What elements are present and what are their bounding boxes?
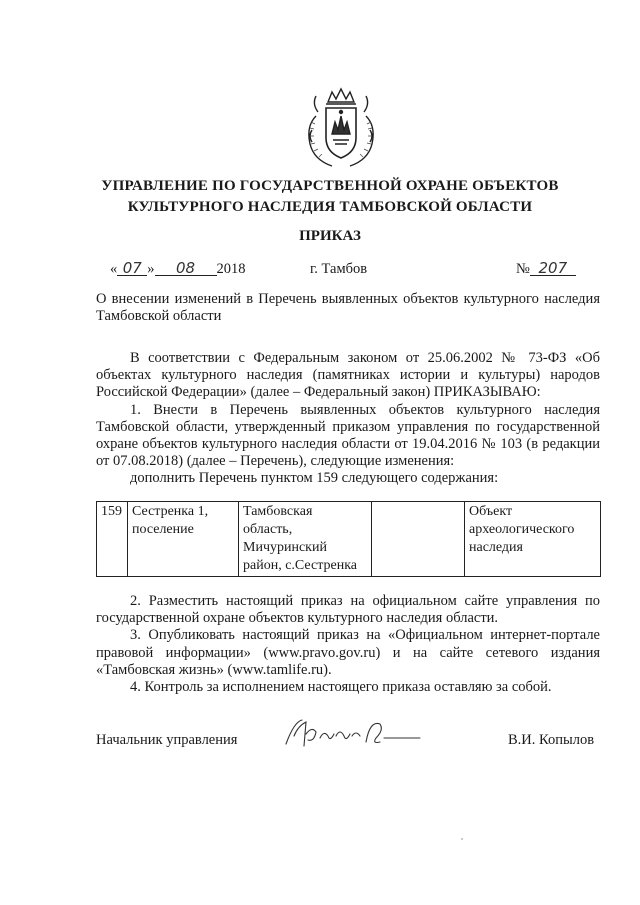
table-row (97, 502, 601, 577)
item-2: 2. Разместить настоящий приказ на официальном сайте управления по государственной охране объектов культурного наследия области. (96, 593, 600, 627)
cell-text: Тамбовская (243, 504, 313, 519)
item-1-subtext: дополнить Перечень пунктом 159 следующего содержания: (130, 470, 499, 487)
order-number (516, 260, 576, 278)
cell-location (239, 502, 372, 577)
signatory-title: Начальник управления (96, 732, 238, 748)
number-prefix: № (516, 261, 530, 277)
item-3: 3. Опубликовать настоящий приказ на «Официальном интернет-портале правовой информации» (www.pravo.gov.ru) и на сайте сетевого издания «Тамбовская жизнь» (www.tamlife.ru). (96, 627, 600, 678)
cell-text: область, (243, 522, 293, 537)
preamble: В соответствии с Федеральным законом от 25.06.2002 № 73-ФЗ «Об объектах культурного наследия (памятниках истории и культуры) народов Российской Федерации» (далее – Федеральный закон) ПРИКАЗЫВАЮ: (96, 350, 600, 401)
signatory-name: В.И. Копылов (508, 732, 595, 748)
organization-name (60, 176, 600, 218)
date-month: 08 (155, 261, 217, 276)
cell-text: археологического (469, 522, 575, 537)
heritage-objects-table (96, 501, 601, 577)
order-subject: О внесении изменений в Перечень выявленных объектов культурного наследия Тамбовской области (96, 291, 600, 324)
cell-text: район, с.Сестренка (243, 558, 357, 573)
city: г. Тамбов (310, 261, 368, 277)
order-body (96, 350, 600, 488)
item-4: 4. Контроль за исполнением настоящего приказа оставляю за собой. (130, 679, 552, 696)
cell-text: Объект (469, 504, 513, 519)
scan-speck (461, 838, 463, 840)
cell-text: поселение (132, 522, 194, 537)
number-value: 207 (530, 261, 576, 276)
date-year: 2018 (216, 261, 246, 277)
cell-number: 159 (97, 502, 128, 577)
order-date (110, 260, 246, 278)
organization-line-2: КУЛЬТУРНОГО НАСЛЕДИЯ ТАМБОВСКОЙ ОБЛАСТИ (127, 199, 533, 215)
cell-text: Сестренка 1, (132, 504, 209, 519)
cell-object-name (128, 502, 239, 577)
date-open-quote: « (110, 261, 118, 277)
order-items-continued (96, 593, 600, 696)
handwritten-signature (280, 716, 440, 752)
organization-line-1: УПРАВЛЕНИЕ ПО ГОСУДАРСТВЕННОЙ ОХРАНЕ ОБЪЕКТОВ (101, 178, 559, 194)
cell-empty (372, 502, 465, 577)
document-type: ПРИКАЗ (299, 228, 361, 244)
cell-text: Мичуринский (243, 540, 327, 555)
item-1: 1. Внести в Перечень выявленных объектов культурного наследия Тамбовской области, утвержденный приказом управления по государственной охране объектов культурного наследия области от 19.04.2016 № 103 (в редакции от 07.08.2018) (далее – Перечень), следующие изменения: (96, 401, 600, 470)
tambov-coat-of-arms-icon (302, 86, 380, 170)
date-day: 07 (117, 261, 147, 276)
cell-text: наследия (469, 540, 523, 555)
date-close-quote: » (147, 261, 155, 277)
cell-object-type (465, 502, 601, 577)
